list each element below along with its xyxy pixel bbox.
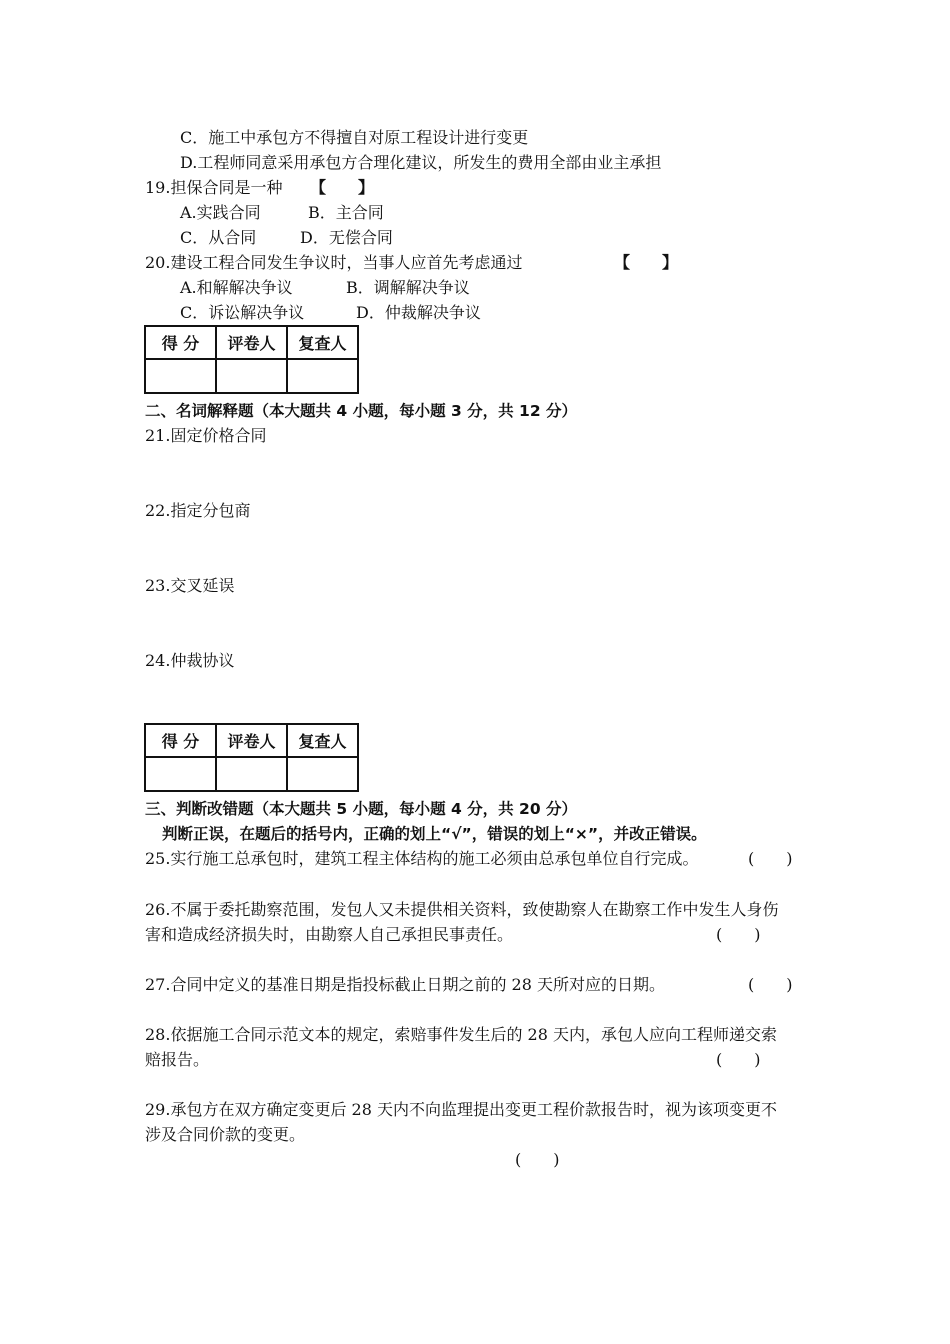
q28-statement-line1: 28.依据施工合同示范文本的规定，索赔事件发生后的 28 天内，承包人应向工程师递交索 [145, 1025, 777, 1044]
q20-option-c: C．诉讼解决争议 [180, 303, 305, 322]
q19-answer-bracket: 【 】 [310, 178, 375, 197]
q25-answer-paren[interactable]: ( ) [748, 849, 793, 868]
score-header: 得 分 [145, 724, 216, 757]
grader-cell[interactable] [216, 359, 287, 393]
reviewer-cell[interactable] [287, 757, 358, 791]
section-3-title: 三、判断改错题（本大题共 5 小题，每小题 4 分，共 20 分） [145, 800, 578, 818]
q20-option-b: B．调解解决争议 [346, 278, 470, 297]
q26-answer-paren[interactable]: ( ) [716, 925, 761, 944]
q28-answer-paren[interactable]: ( ) [716, 1050, 761, 1069]
q28-statement-line2: 赔报告。 [145, 1050, 210, 1069]
q20-option-a: A.和解解决争议 [180, 278, 293, 297]
grader-header: 评卷人 [216, 724, 287, 757]
score-cell[interactable] [145, 359, 216, 393]
reviewer-cell[interactable] [287, 359, 358, 393]
score-cell[interactable] [145, 757, 216, 791]
q20-answer-bracket: 【 】 [614, 253, 679, 272]
section-2-title: 二、名词解释题（本大题共 4 小题，每小题 3 分，共 12 分） [145, 402, 578, 420]
section-3-instruction: 判断正误，在题后的括号内，正确的划上“√”，错误的划上“×”，并改正错误。 [162, 825, 707, 843]
grader-header: 评卷人 [216, 326, 287, 359]
score-header: 得 分 [145, 326, 216, 359]
q19-option-c: C．从合同 [180, 228, 257, 247]
q19-stem: 19.担保合同是一种 [145, 178, 283, 197]
grader-cell[interactable] [216, 757, 287, 791]
q29-statement-line1: 29.承包方在双方确定变更后 28 天内不向监理提出变更工程价款报告时，视为该项变更不 [145, 1100, 777, 1119]
q29-answer-paren[interactable]: ( ) [515, 1150, 560, 1169]
q26-statement-line1: 26.不属于委托勘察范围，发包人又未提供相关资料，致使勘察人在勘察工作中发生人身伤 [145, 900, 779, 919]
q22-term: 22.指定分包商 [145, 501, 251, 520]
q19-option-a: A.实践合同 [180, 203, 261, 222]
q19-option-d: D．无偿合同 [300, 228, 393, 247]
q20-stem: 20.建设工程合同发生争议时，当事人应首先考虑通过 [145, 253, 523, 272]
q19-option-b: B．主合同 [308, 203, 384, 222]
q18-option-d: D.工程师同意采用承包方合理化建议，所发生的费用全部由业主承担 [180, 153, 662, 172]
reviewer-header: 复查人 [287, 724, 358, 757]
q29-statement-line2: 涉及合同价款的变更。 [145, 1125, 306, 1144]
score-table-section-2 [144, 325, 359, 394]
q27-answer-paren[interactable]: ( ) [748, 975, 793, 994]
q21-term: 21.固定价格合同 [145, 426, 267, 445]
q18-option-c: C．施工中承包方不得擅自对原工程设计进行变更 [180, 128, 529, 147]
score-table-section-3 [144, 723, 359, 792]
q24-term: 24.仲裁协议 [145, 651, 235, 670]
q20-option-d: D．仲裁解决争议 [356, 303, 481, 322]
q25-statement: 25.实行施工总承包时，建筑工程主体结构的施工必须由总承包单位自行完成。 [145, 849, 699, 868]
reviewer-header: 复查人 [287, 326, 358, 359]
q27-statement: 27.合同中定义的基准日期是指投标截止日期之前的 28 天所对应的日期。 [145, 975, 665, 994]
q23-term: 23.交叉延误 [145, 576, 235, 595]
q26-statement-line2: 害和造成经济损失时，由勘察人自己承担民事责任。 [145, 925, 514, 944]
